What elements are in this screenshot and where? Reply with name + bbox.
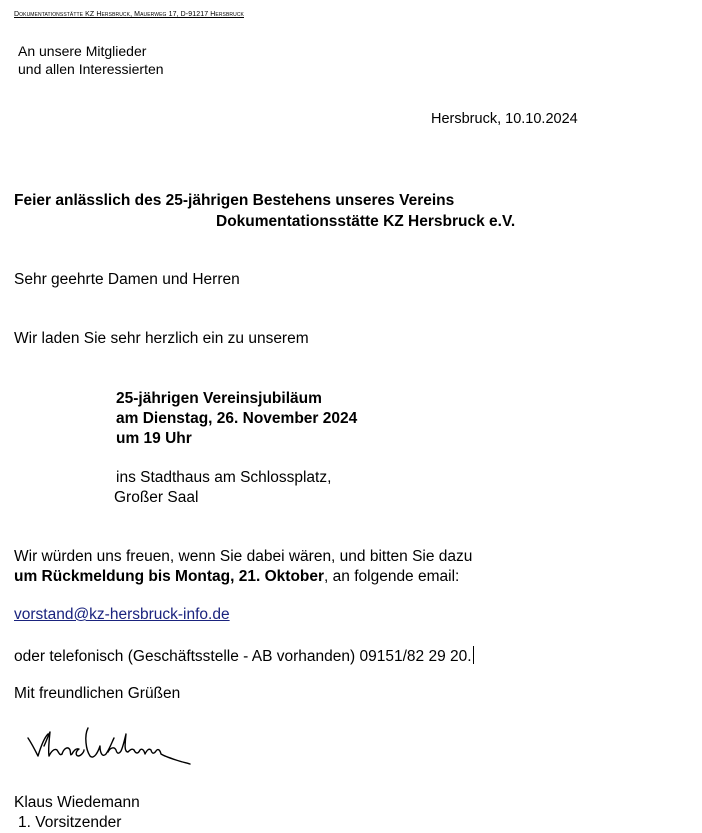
phone-line: [14, 646, 474, 666]
event-details: [116, 389, 357, 449]
signatory: [14, 793, 140, 833]
signatory-title: 1. Vorsitzender: [18, 814, 122, 831]
rsvp-line-2-rest: , an folgende email:: [324, 568, 460, 585]
invitation-intro: Wir laden Sie sehr herzlich ein zu unserem: [14, 330, 309, 347]
recipient-line-1: An unsere Mitglieder: [18, 43, 147, 59]
rsvp-paragraph: [14, 547, 472, 587]
venue: [116, 468, 331, 508]
email-link[interactable]: vorstand@kz-hersbruck-info.de: [14, 606, 230, 623]
recipient-address: [18, 42, 164, 78]
subject-line-2: Dokumentationsstätte KZ Hersbruck e.V.: [216, 213, 516, 230]
event-date: am Dienstag, 26. November 2024: [116, 410, 358, 427]
recipient-line-2: und allen Interessierten: [18, 61, 164, 77]
signature-image: [24, 716, 194, 772]
event-time: um 19 Uhr: [116, 430, 192, 447]
venue-line-2: Großer Saal: [114, 489, 199, 506]
date-line: Hersbruck, 10.10.2024: [431, 111, 578, 127]
venue-line-1: ins Stadthaus am Schlossplatz,: [116, 469, 332, 486]
letterhead-sender-line: Dokumentationsstätte KZ Hersbruck, Mauerweg 17, D-91217 Hersbruck: [14, 11, 244, 18]
signatory-name: Klaus Wiedemann: [14, 794, 140, 811]
event-title: 25-jährigen Vereinsjubiläum: [116, 390, 322, 407]
rsvp-deadline: um Rückmeldung bis Montag, 21. Oktober: [14, 568, 325, 585]
rsvp-line-2: [14, 567, 472, 587]
salutation: Sehr geehrte Damen und Herren: [14, 271, 240, 288]
subject-line-1: Feier anlässlich des 25-jährigen Bestehens unseres Vereins: [14, 192, 455, 209]
text-cursor: [473, 646, 474, 664]
rsvp-line-1: Wir würden uns freuen, wenn Sie dabei wären, und bitten Sie dazu: [14, 548, 473, 565]
phone-text: oder telefonisch (Geschäftsstelle - AB vorhanden) 09151/82 29 20.: [14, 648, 472, 665]
closing: Mit freundlichen Grüßen: [14, 685, 181, 702]
